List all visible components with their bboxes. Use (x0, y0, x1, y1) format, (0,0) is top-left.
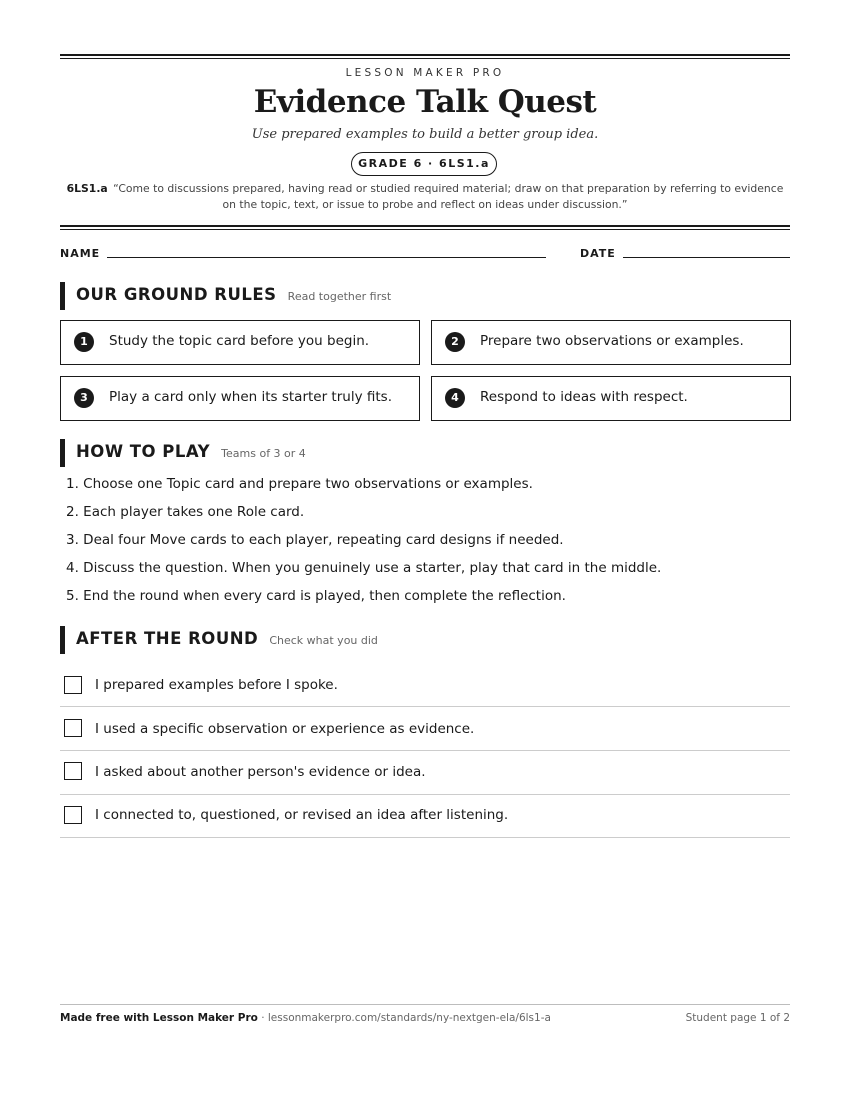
section-title: HOW TO PLAY (76, 442, 211, 461)
checklist-text: I asked about another person's evidence or idea. (95, 764, 426, 780)
row-divider (60, 837, 790, 838)
checkbox[interactable] (64, 806, 82, 824)
page-title: Evidence Talk Quest (253, 84, 597, 120)
rule-text: Study the topic card before you begin. (109, 333, 370, 349)
rule-number: 1 (74, 332, 94, 352)
top-rule-thin (60, 58, 790, 59)
section-title: OUR GROUND RULES (76, 285, 277, 304)
checkbox[interactable] (64, 719, 82, 737)
rule-text: Play a card only when its starter truly fits. (109, 389, 392, 405)
header-rule (60, 225, 790, 227)
checklist-text: I connected to, questioned, or revised an idea after listening. (95, 807, 509, 823)
section-note: Check what you did (269, 634, 378, 647)
checklist-item (60, 707, 790, 750)
footer-page-number: Student page 1 of 2 (685, 1012, 790, 1024)
section-bar (60, 439, 65, 467)
rule-number: 4 (445, 388, 465, 408)
step-item: 2. Each player takes one Role card. (66, 504, 305, 520)
rule-card (60, 320, 420, 365)
rule-text: Respond to ideas with respect. (480, 389, 688, 405)
header-rule-thin (60, 229, 790, 230)
checklist-text: I prepared examples before I spoke. (95, 677, 338, 693)
checklist-item (60, 751, 790, 794)
checklist-text: I used a specific observation or experience as evidence. (95, 721, 475, 737)
grade-badge: GRADE 6 · 6LS1.a (351, 152, 497, 176)
rule-card (431, 320, 791, 365)
top-rule (60, 54, 790, 56)
step-item: 5. End the round when every card is played, then complete the reflection. (66, 588, 566, 604)
date-label: DATE (580, 247, 616, 260)
name-field[interactable] (107, 257, 546, 258)
name-label: NAME (60, 247, 101, 260)
section-bar (60, 282, 65, 310)
section-title: AFTER THE ROUND (76, 629, 259, 648)
brand-label: LESSON MAKER PRO (345, 67, 505, 79)
section-note: Teams of 3 or 4 (221, 447, 306, 460)
standard-code: 6LS1.a (66, 182, 108, 195)
footer-rule (60, 1004, 790, 1005)
step-item: 1. Choose one Topic card and prepare two observations or examples. (66, 476, 533, 492)
checkbox[interactable] (64, 676, 82, 694)
rule-number: 2 (445, 332, 465, 352)
step-item: 4. Discuss the question. When you genuinely use a starter, play that card in the middle. (66, 560, 662, 576)
footer-url: · lessonmakerpro.com/standards/ny-nextgen-ela/6ls1-a (257, 1012, 551, 1024)
section-note: Read together first (287, 290, 392, 303)
footer-credit (60, 1012, 551, 1024)
rule-text: Prepare two observations or examples. (480, 333, 744, 349)
footer-made-with: Made free with Lesson Maker Pro (60, 1012, 258, 1024)
section-bar (60, 626, 65, 654)
rule-card (431, 376, 791, 421)
standard-statement (60, 181, 790, 213)
page-subtitle: Use prepared examples to build a better group idea. (251, 127, 599, 142)
standard-text: “Come to discussions prepared, having read or studied required material; draw on that preparation by referring to evidence on the topic, text, or issue to probe and reflect on ideas under discussion.” (113, 182, 784, 211)
step-item: 3. Deal four Move cards to each player, repeating card designs if needed. (66, 532, 564, 548)
checkbox[interactable] (64, 762, 82, 780)
date-field[interactable] (623, 257, 790, 258)
rule-card (60, 376, 420, 421)
checklist-item (60, 664, 790, 707)
checklist-item (60, 795, 790, 838)
rule-number: 3 (74, 388, 94, 408)
